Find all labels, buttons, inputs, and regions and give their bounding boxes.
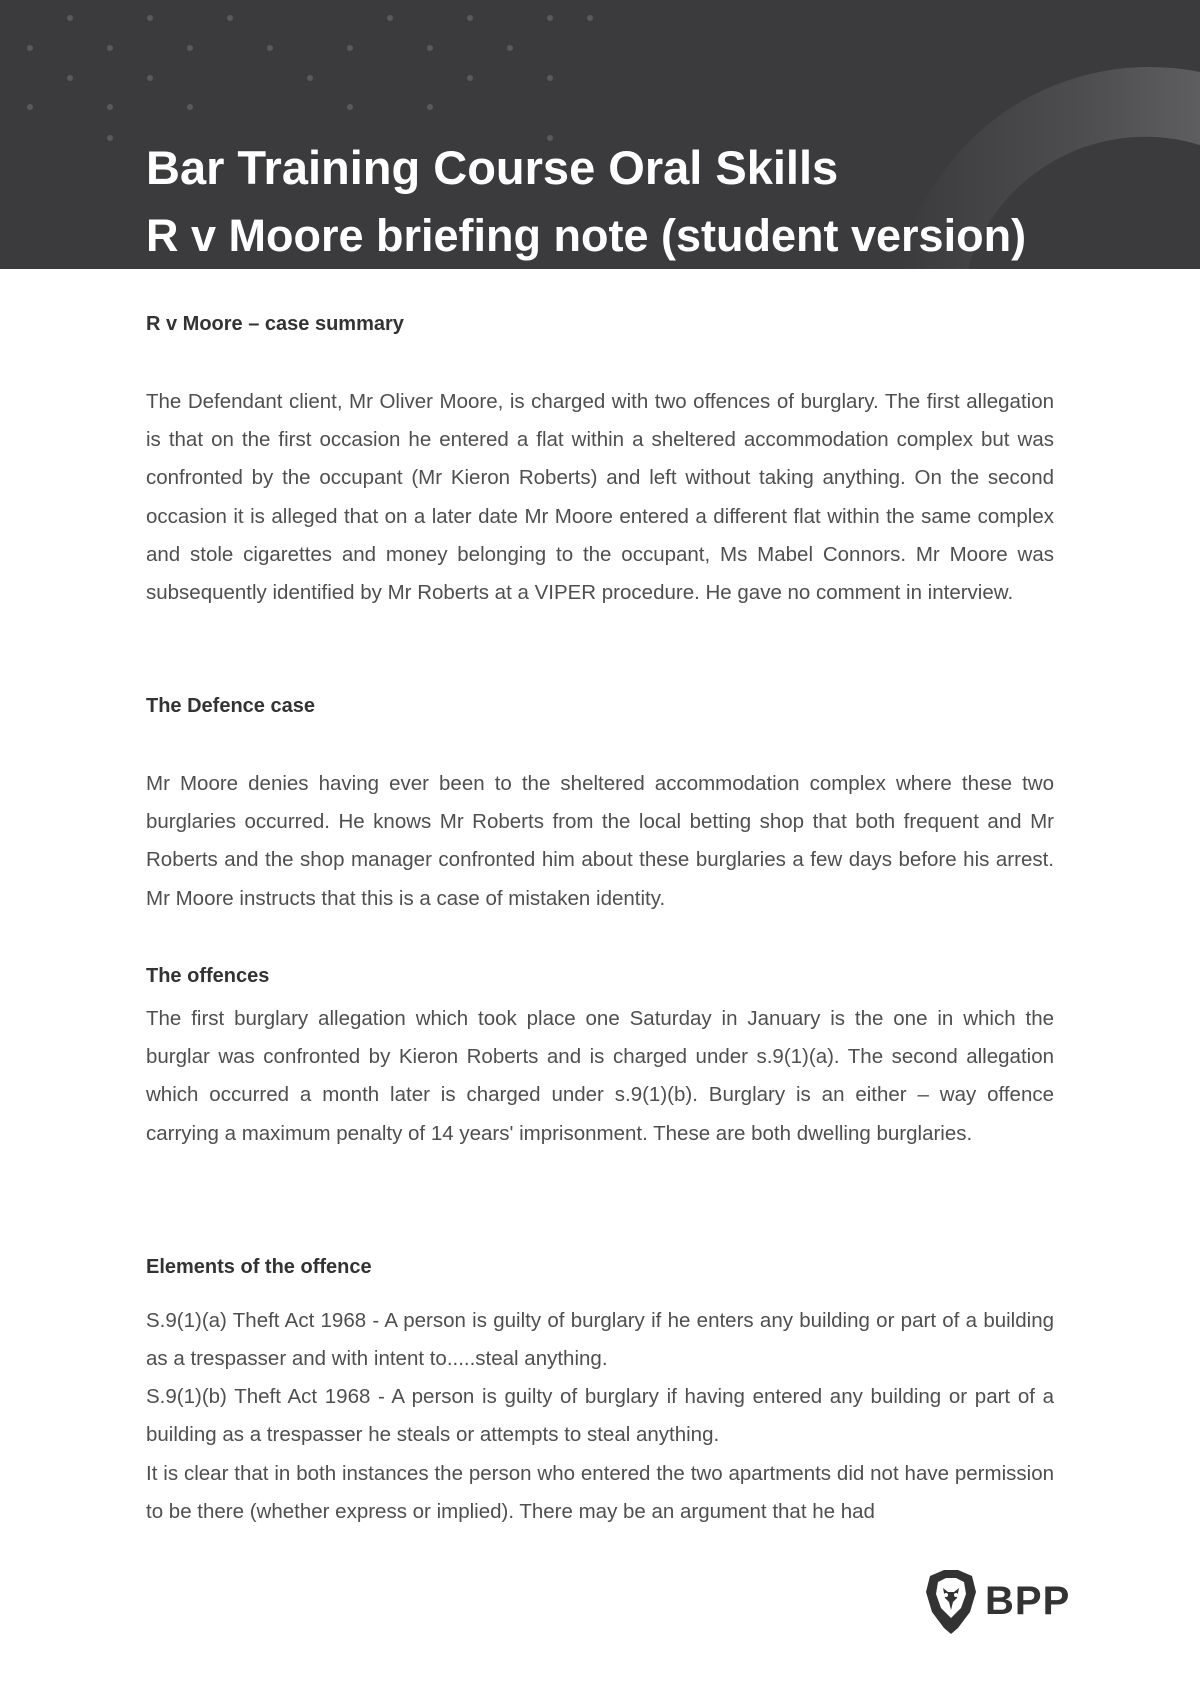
paragraph-s9-1-b: S.9(1)(b) Theft Act 1968 - A person is guilty of burglary if having entered any building or part of a building as a trespasser he steals or attempts to steal anything. [146, 1385, 1054, 1447]
dot-pattern [27, 15, 593, 141]
paragraph-s9-1-a: S.9(1)(a) Theft Act 1968 - A person is guilty of burglary if he enters any building or part of a building as a trespasser and with intent to.....steal anything. [146, 1309, 1054, 1371]
bpp-logo-text: BPP [985, 1579, 1071, 1623]
paragraph-trespass: It is clear that in both instances the person who entered the two apartments did not have permission to be there (whether express or implied). There may be an argument that he had [146, 1462, 1054, 1524]
page-header [0, 0, 1200, 269]
section-heading-offences: The offences [146, 965, 270, 987]
section-heading-elements: Elements of the offence [146, 1256, 372, 1278]
section-heading-defence-case: The Defence case [146, 695, 315, 717]
paragraph-offences: The first burglary allegation which took place one Saturday in January is the one in which the burglar was confronted by Kieron Roberts and is charged under s.9(1)(a). The second allegation which occurred a month later is charged under s.9(1)(b). Burglary is an either – way offence carrying a maximum penalty of 14 years' imprisonment. These are both dwelling burglaries. [146, 1007, 1054, 1145]
page-subtitle: R v Moore briefing note (student version) [146, 210, 1027, 261]
paragraph-case-summary: The Defendant client, Mr Oliver Moore, is charged with two offences of burglary. The first allegation is that on the first occasion he entered a flat within a sheltered accommodation complex but was confronted by the occupant (Mr Kieron Roberts) and left without taking anything. On the second occasion it is alleged that on a later date Mr Moore entered a different flat within the same complex and stole cigarettes and money belonging to the occupant, Ms Mabel Connors. Mr Moore was subsequently identified by Mr Roberts at a VIPER procedure. He gave no comment in interview. [146, 390, 1054, 605]
section-heading-case-summary: R v Moore – case summary [146, 313, 404, 335]
paragraph-defence-case: Mr Moore denies having ever been to the sheltered accommodation complex where these two burglaries occurred. He knows Mr Roberts from the local betting shop that both frequent and Mr Roberts and the shop manager confronted him about these burglaries a few days before his arrest. Mr Moore instructs that this is a case of mistaken identity. [146, 772, 1054, 910]
page-title: Bar Training Course Oral Skills [146, 141, 839, 194]
